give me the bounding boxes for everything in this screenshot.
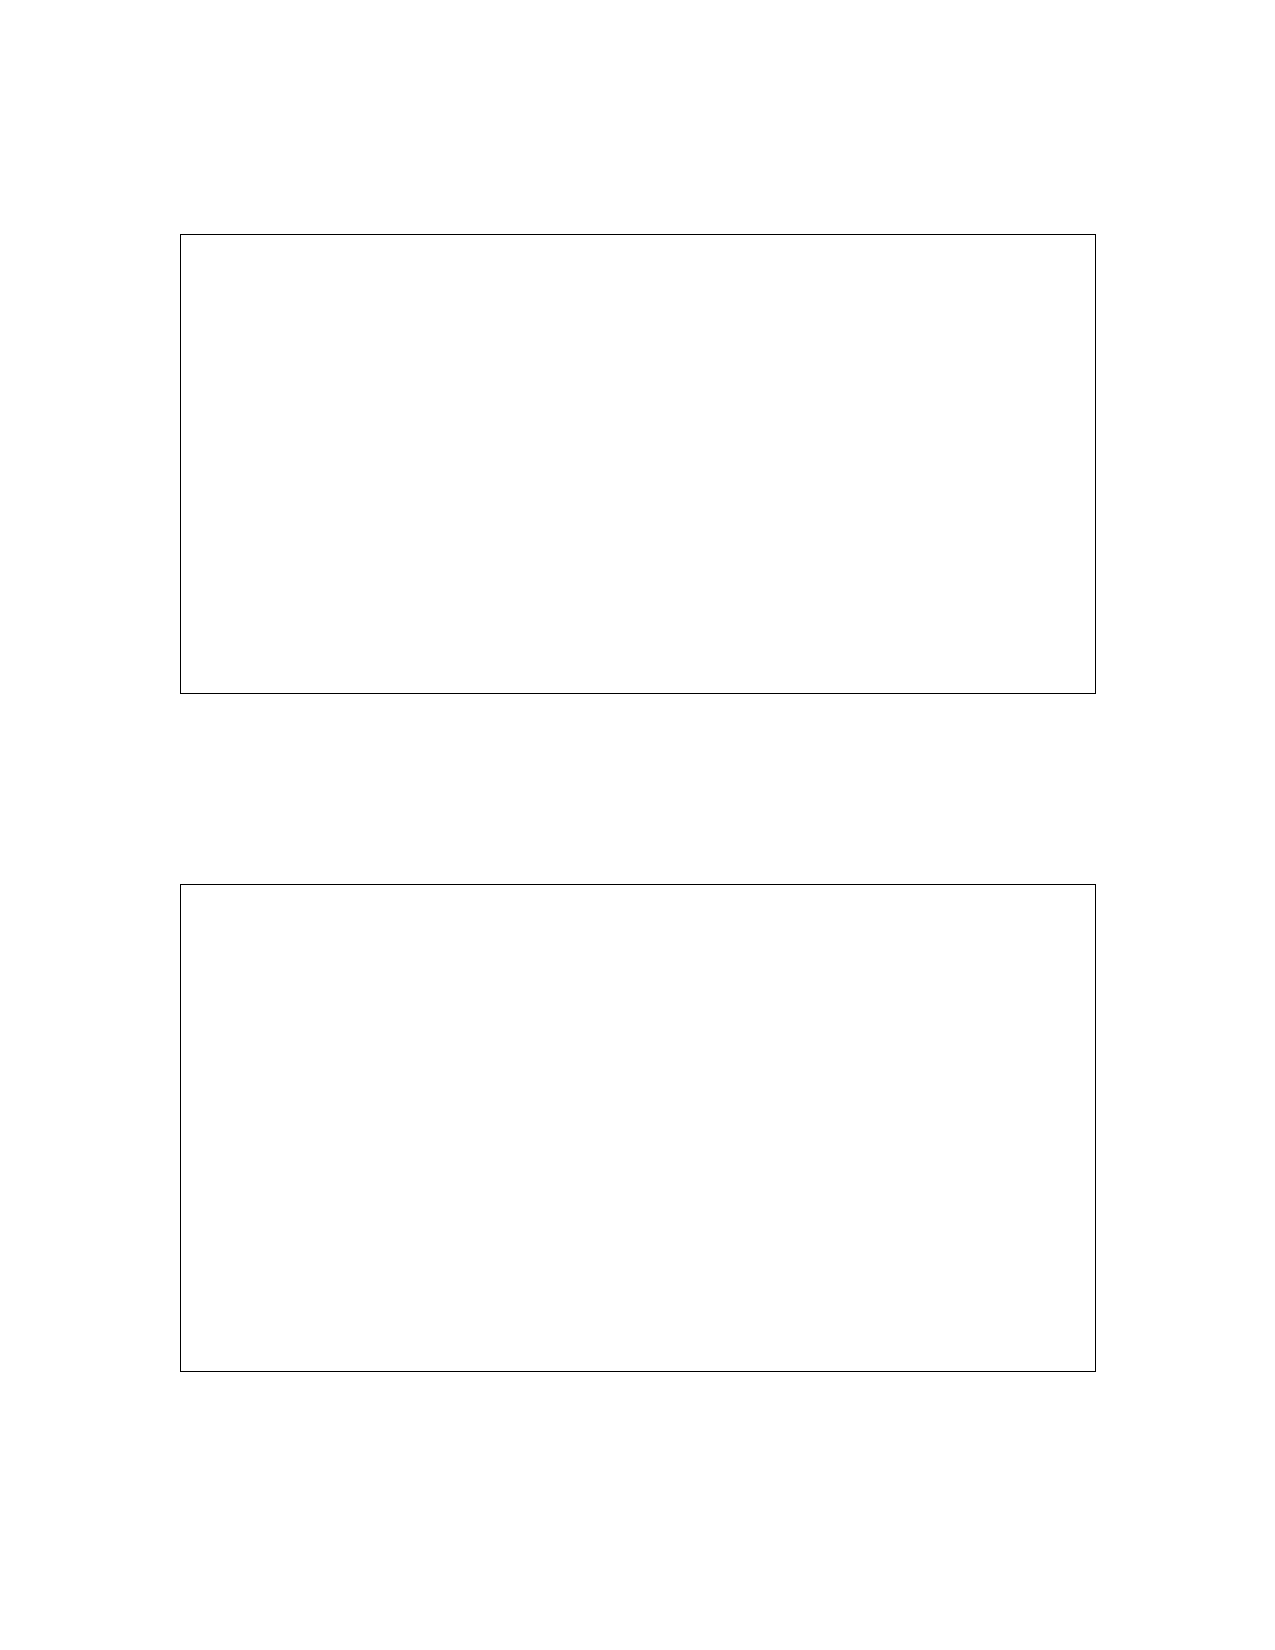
chart-bottom-panel [180,884,1096,1372]
top-panel-plot-area [181,235,1095,693]
chart-top-panel [180,234,1096,694]
bottom-panel-plot-area [181,885,1095,1371]
figure-title [0,74,1275,108]
